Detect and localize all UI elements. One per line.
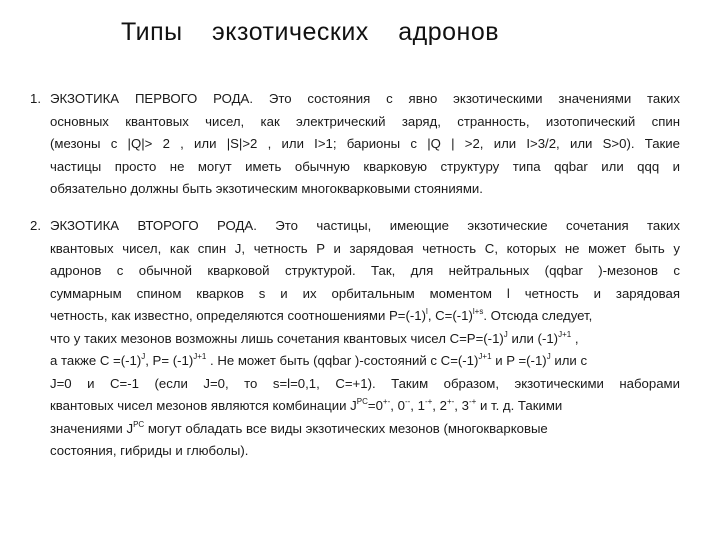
text-line: J=0 и C=-1 (если J=0, то s=l=0,1, C=+1). Таким образом, экзотическими наборами (50, 375, 680, 391)
text-line: ЭКЗОТИКА ВТОРОГО РОДА. Это частицы, имеющие экзотические сочетания таких (50, 218, 680, 233)
text-line: значениями $J^{PC}$ могут обладать все виды экзотических мезонов (многокварковые (50, 419, 548, 436)
text-line: (мезоны с |Q|> 2 , или |S|>2 , или I>1; барионы с |Q | >2, или I>3/2, или S>0). Такие (50, 136, 680, 151)
text-line: состояния, гибриды и глюболы). (50, 443, 249, 458)
text-line: адронов с обычной кварковой структурой. Так, для нейтральных (qqbar )-мезонов с (50, 263, 680, 278)
text-line: ЭКЗОТИКА ПЕРВОГО РОДА. Это состояния с явно экзотическими значениями таких (50, 91, 680, 106)
text-line: четность, как известно, определяются соотношениями $P=(-1)^l$, $C=(-1)^{l+s}$. Отсюда следует, (50, 307, 593, 323)
text-line: суммарным спином кварков s и их орбитальным моментом l четность и зарядовая (50, 285, 680, 301)
text-line: квантовых чисел, как спин J, четность P и зарядовая четность C, которых не может быть у (50, 240, 680, 256)
text-line: частицы просто не могут иметь обычную кварковую структуру типа qqbar или qqq и (50, 158, 680, 174)
text-line: а также $C =(-1)^J$, $P= (-1)^{J+1}$ . Не может быть (qqbar )-состояний с $C=(-1)^{J+1}$ и $P =(-1)^J$ или с (50, 352, 588, 368)
text-line: квантовых чисел мезонов являются комбинации $J^{PC}=0^{+-}$, 0--, 1-+, 2+-, 3-+ и т. д. Такими (50, 397, 563, 413)
item-number: 2. (30, 218, 41, 233)
item-number: 1. (30, 91, 41, 106)
text-line: основных квантовых чисел, как электрический заряд, странность, изотопический спин (50, 113, 680, 129)
slide-title: Типы экзотических адронов (120, 18, 500, 46)
text-line: обязательно должны быть экзотическим многокварковыми стояниями. (50, 181, 483, 196)
list-item-2 (30, 215, 680, 463)
text-line: что у таких мезонов возможны лишь сочетания квантовых чисел $C=P=(-1)^J$ или $(-1)^{J+1}$ , (50, 329, 579, 346)
list-item-1 (30, 88, 680, 201)
